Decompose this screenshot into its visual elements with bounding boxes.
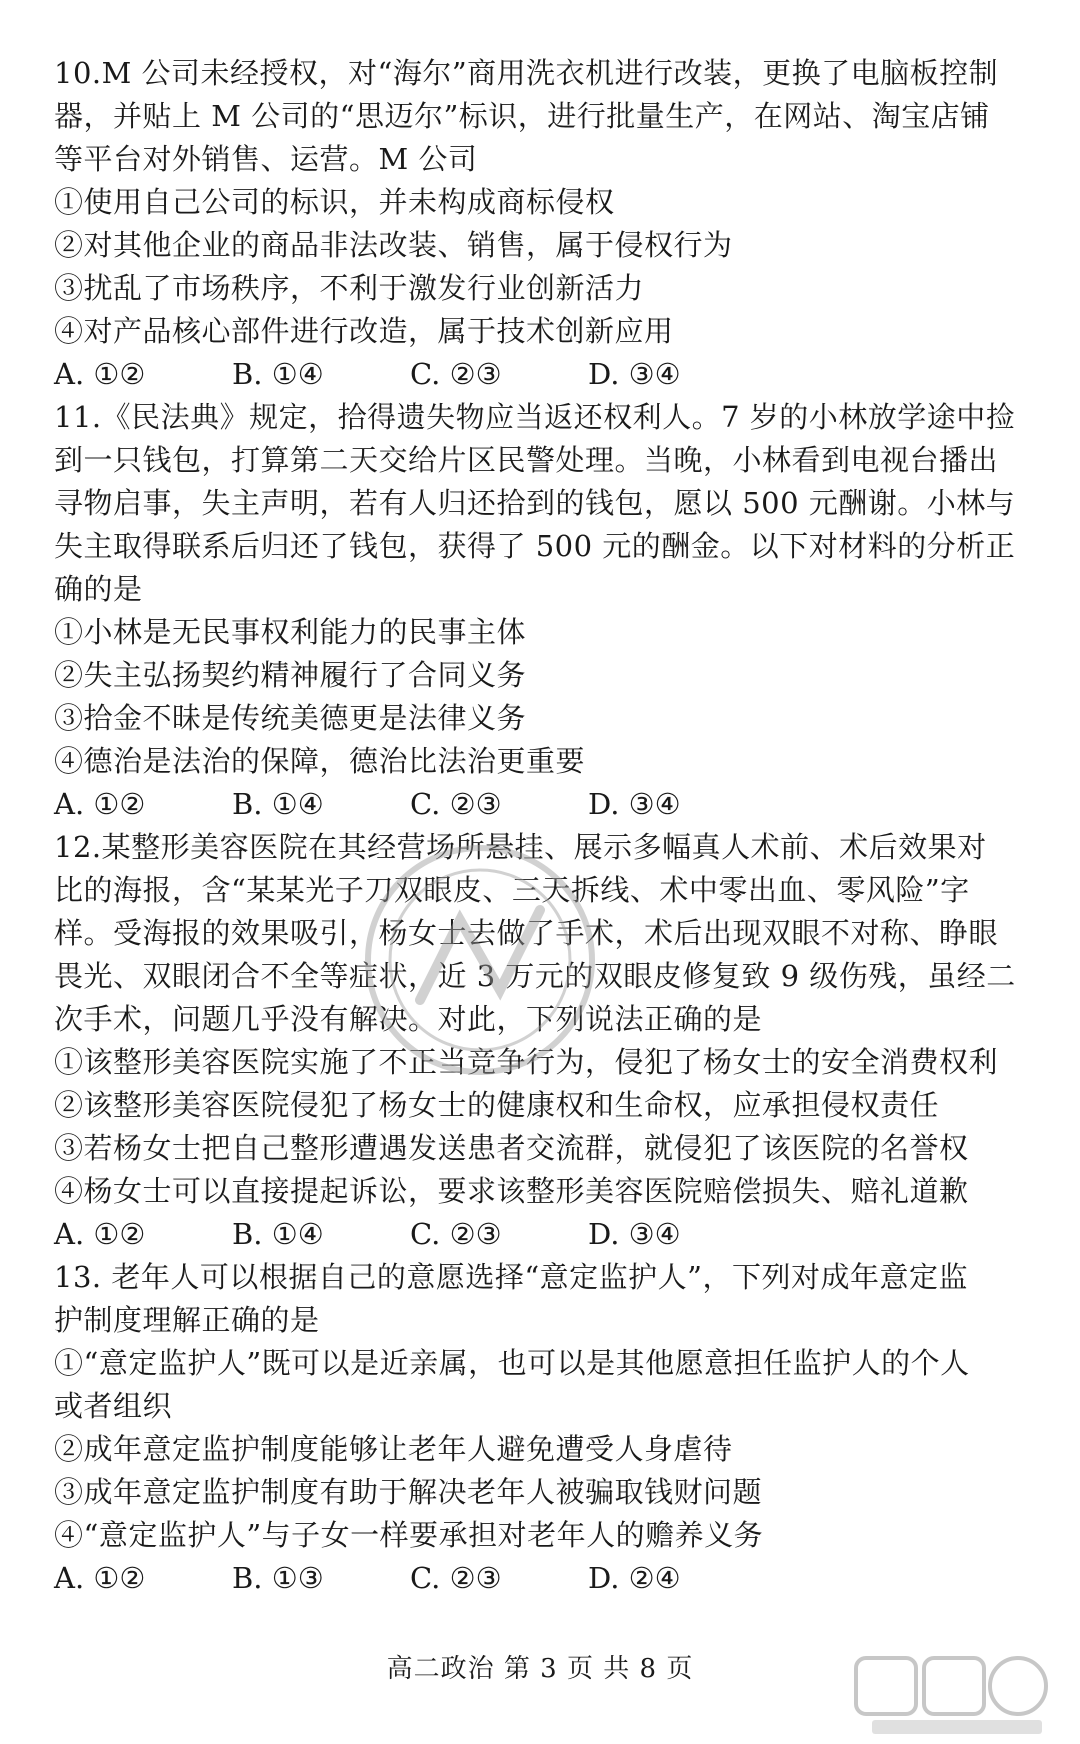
question-stem-line: 器，并贴上 M 公司的“思迈尔”标识，进行批量生产，在网站、淘宝店铺 <box>54 99 990 133</box>
page-footer: 高二政治 第 3 页 共 8 页 <box>386 1654 694 1684</box>
option-d: D. ③④ <box>588 1217 681 1251</box>
statement-item: ④对产品核心部件进行改造，属于技术创新应用 <box>54 314 674 348</box>
statement-item: ③扰乱了市场秩序，不利于激发行业创新活力 <box>54 271 645 305</box>
question-stem-line: 失主取得联系后归还了钱包，获得了 500 元的酬金。以下对材料的分析正 <box>54 529 1016 563</box>
option-b: B. ①④ <box>232 1217 324 1251</box>
answer-options <box>54 783 1034 826</box>
question-stem-line: 畏光、双眼闭合不全等症状，近 3 万元的双眼皮修复致 9 级伤残，虽经二 <box>54 959 1016 993</box>
option-c: C. ②③ <box>410 357 502 391</box>
statement-item: ④德治是法治的保障，德治比法治更重要 <box>54 744 586 778</box>
question-stem-line: 寻物启事，失主声明，若有人归还拾到的钱包，愿以 500 元酬谢。小林与 <box>54 486 1016 520</box>
option-b: B. ①④ <box>232 787 324 821</box>
question-stem-line: 13. 老年人可以根据自己的意愿选择“意定监护人”，下列对成年意定监 <box>54 1260 968 1294</box>
option-a: A. ①② <box>54 1217 146 1251</box>
statement-item: ②该整形美容医院侵犯了杨女士的健康权和生命权，应承担侵权责任 <box>54 1088 940 1122</box>
question-stem-line: 11.《民法典》规定，拾得遗失物应当返还权利人。7 岁的小林放学途中捡 <box>54 400 1016 434</box>
mxqe-logo-icon <box>852 1654 1052 1738</box>
option-b: B. ①④ <box>232 357 324 391</box>
statement-item: ③拾金不昧是传统美德更是法律义务 <box>54 701 527 735</box>
option-c: C. ②③ <box>410 1217 502 1251</box>
stamp-watermark-icon <box>350 830 610 1090</box>
question-stem-line: 确的是 <box>54 572 143 606</box>
statement-item: ④杨女士可以直接提起诉讼，要求该整形美容医院赔偿损失、赔礼道歉 <box>54 1174 969 1208</box>
option-d: D. ②④ <box>588 1561 681 1595</box>
option-d: D. ③④ <box>588 357 681 391</box>
question-stem-line: 比的海报，含“某某光子刀双眼皮、三天拆线、术中零出血、零风险”字 <box>54 873 970 907</box>
option-a: A. ①② <box>54 357 146 391</box>
question-stem-line: 样。受海报的效果吸引，杨女士去做了手术，术后出现双眼不对称、睁眼 <box>54 916 999 950</box>
answer-options <box>54 1557 1034 1600</box>
option-c: C. ②③ <box>410 787 502 821</box>
statement-item: ②成年意定监护制度能够让老年人避免遭受人身虐待 <box>54 1432 733 1466</box>
statement-item: ①小林是无民事权利能力的民事主体 <box>54 615 527 649</box>
statement-item: ①使用自己公司的标识，并未构成商标侵权 <box>54 185 615 219</box>
statement-item: ③若杨女士把自己整形遭遇发送患者交流群，就侵犯了该医院的名誉权 <box>54 1131 969 1165</box>
question-stem-line: 护制度理解正确的是 <box>54 1303 320 1337</box>
statement-item: ④“意定监护人”与子女一样要承担对老年人的赡养义务 <box>54 1518 764 1552</box>
answer-options <box>54 1213 1034 1256</box>
question-13 <box>54 1256 1034 1600</box>
statement-item: ②对其他企业的商品非法改装、销售，属于侵权行为 <box>54 228 733 262</box>
statement-item: ③成年意定监护制度有助于解决老年人被骗取钱财问题 <box>54 1475 763 1509</box>
answer-options <box>54 353 1034 396</box>
question-stem-line: 次手术，问题几乎没有解决。对此，下列说法正确的是 <box>54 1002 763 1036</box>
question-stem-line: 等平台对外销售、运营。M 公司 <box>54 142 478 176</box>
option-b: B. ①③ <box>232 1561 324 1595</box>
statement-item: ①该整形美容医院实施了不正当竞争行为，侵犯了杨女士的安全消费权利 <box>54 1045 999 1079</box>
statement-item: 或者组织 <box>54 1389 173 1423</box>
option-d: D. ③④ <box>588 787 681 821</box>
option-a: A. ①② <box>54 1561 146 1595</box>
question-10 <box>54 52 1034 396</box>
question-11 <box>54 396 1034 826</box>
exam-page <box>54 52 1034 1600</box>
statement-item: ②失主弘扬契约精神履行了合同义务 <box>54 658 527 692</box>
question-stem-line: 12.某整形美容医院在其经营场所悬挂、展示多幅真人术前、术后效果对 <box>54 830 987 864</box>
question-stem-line: 10.M 公司未经授权，对“海尔”商用洗衣机进行改装，更换了电脑板控制 <box>54 56 999 90</box>
option-a: A. ①② <box>54 787 146 821</box>
question-stem-line: 到一只钱包，打算第二天交给片区民警处理。当晚，小林看到电视台播出 <box>54 443 999 477</box>
statement-item: ①“意定监护人”既可以是近亲属，也可以是其他愿意担任监护人的个人 <box>54 1346 970 1380</box>
option-c: C. ②③ <box>410 1561 502 1595</box>
